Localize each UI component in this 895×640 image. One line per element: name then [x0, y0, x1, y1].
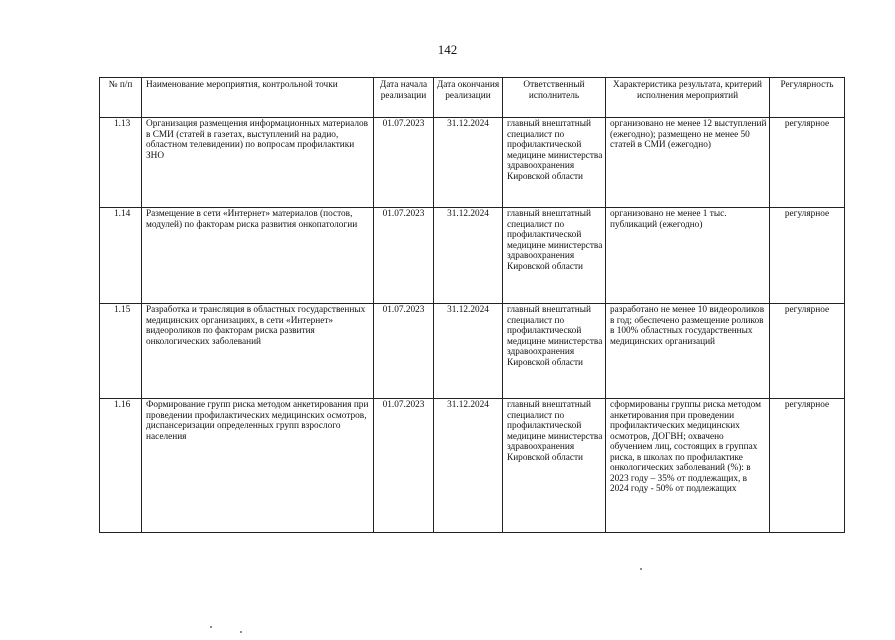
regularity: регулярное	[770, 208, 845, 304]
responsible: главный внештатный специалист по профилактической медицине министерства здравоохранения Кировской области	[503, 304, 606, 399]
end-date: 31.12.2024	[434, 304, 503, 399]
header-start-date: Дата начала реализации	[374, 78, 434, 118]
responsible: главный внештатный специалист по профилактической медицине министерства здравоохранения Кировской области	[503, 118, 606, 208]
scan-speck	[210, 626, 212, 628]
header-num: № п/п	[100, 78, 142, 118]
header-end-date: Дата окончания реализации	[434, 78, 503, 118]
result: организовано не менее 12 выступлений (ежегодно); размещено не менее 50 статей в СМИ (ежегодно)	[606, 118, 770, 208]
start-date: 01.07.2023	[374, 399, 434, 533]
end-date: 31.12.2024	[434, 399, 503, 533]
header-name: Наименование мероприятия, контрольной точки	[142, 78, 374, 118]
event-name: Разработка и трансляция в областных государственных медицинских организациях, в сети «Интернет» видеороликов по факторам риска развития онкологических заболеваний	[142, 304, 374, 399]
result: организовано не менее 1 тыс. публикаций (ежегодно)	[606, 208, 770, 304]
responsible: главный внештатный специалист по профилактической медицине министерства здравоохранения Кировской области	[503, 208, 606, 304]
table-row	[100, 304, 845, 399]
start-date: 01.07.2023	[374, 118, 434, 208]
regularity: регулярное	[770, 118, 845, 208]
regularity: регулярное	[770, 304, 845, 399]
end-date: 31.12.2024	[434, 118, 503, 208]
regularity: регулярное	[770, 399, 845, 533]
header-result: Характеристика результата, критерий исполнения мероприятий	[606, 78, 770, 118]
table-header-row	[100, 78, 845, 118]
table-row	[100, 399, 845, 533]
header-regularity: Регулярность	[770, 78, 845, 118]
start-date: 01.07.2023	[374, 208, 434, 304]
responsible: главный внештатный специалист по профилактической медицине министерства здравоохранения Кировской области	[503, 399, 606, 533]
scan-speck	[240, 631, 242, 633]
event-name: Формирование групп риска методом анкетирования при проведении профилактических медицинских осмотров, диспансеризации определенных групп взрослого населения	[142, 399, 374, 533]
result: сформированы группы риска методом анкетирования при проведении профилактических медицинских осмотров, ДОГВН; охвачено обучением лиц, состоящих в группах риска, в школах по профилактике онкологических заболеваний (%): в 2023 году – 35% от подлежащих, в 2024 году - 50% от подлежащих	[606, 399, 770, 533]
page-number: 142	[437, 42, 458, 57]
table-row	[100, 118, 845, 208]
row-number: 1.14	[100, 208, 142, 304]
events-table	[99, 77, 845, 533]
row-number: 1.15	[100, 304, 142, 399]
row-number: 1.16	[100, 399, 142, 533]
header-responsible: Ответственный исполнитель	[503, 78, 606, 118]
result: разработано не менее 10 видеороликов в год; обеспечено размещение роликов в 100% областных государственных медицинских организаций	[606, 304, 770, 399]
end-date: 31.12.2024	[434, 208, 503, 304]
scan-speck	[640, 568, 642, 570]
table-row	[100, 208, 845, 304]
row-number: 1.13	[100, 118, 142, 208]
event-name: Размещение в сети «Интернет» материалов (постов, модулей) по факторам риска развития онкопатологии	[142, 208, 374, 304]
start-date: 01.07.2023	[374, 304, 434, 399]
event-name: Организация размещения информационных материалов в СМИ (статей в газетах, выступлений на радио, областном телевидении) по вопросам профилактики ЗНО	[142, 118, 374, 208]
